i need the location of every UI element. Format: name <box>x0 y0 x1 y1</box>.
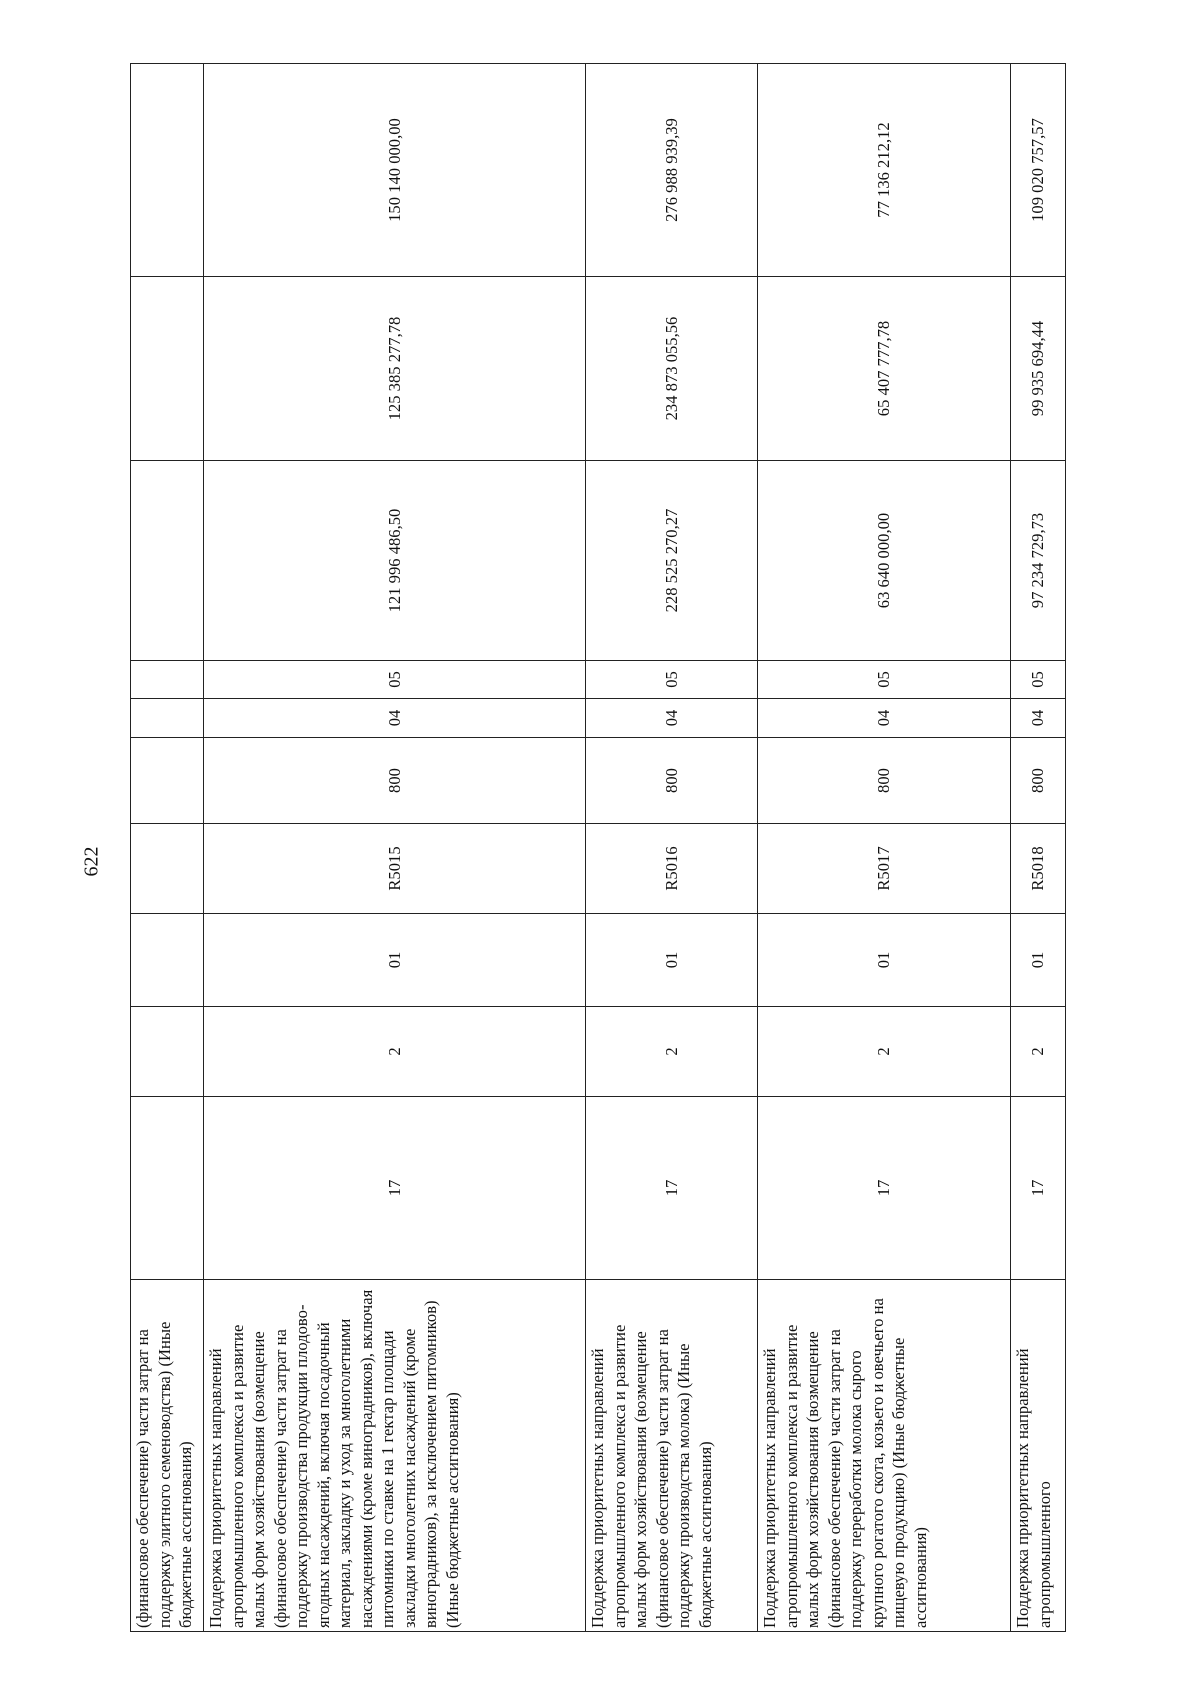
amount-year3-cell: 276 988 939,39 <box>586 64 758 277</box>
table-row <box>1011 64 1066 1632</box>
amount-year3-cell: 150 140 000,00 <box>204 64 586 277</box>
amount-year1-cell: 97 234 729,73 <box>1011 461 1066 661</box>
amount-year2-cell: 125 385 277,78 <box>204 277 586 461</box>
table-row <box>204 64 586 1632</box>
main-event-cell: 01 <box>204 914 586 1007</box>
main-event-cell <box>131 914 204 1007</box>
section-cell <box>131 699 204 738</box>
subprogram-cell <box>131 1007 204 1097</box>
table-row <box>586 64 758 1632</box>
section-cell: 04 <box>758 699 1011 738</box>
subsection-cell <box>131 661 204 699</box>
expense-type-cell: 800 <box>758 738 1011 824</box>
direction-code-cell: R5015 <box>204 824 586 914</box>
program-code-cell: 17 <box>204 1097 586 1280</box>
subprogram-cell: 2 <box>586 1007 758 1097</box>
subsection-cell: 05 <box>1011 661 1066 699</box>
amount-year3-cell <box>131 64 204 277</box>
subsection-cell: 05 <box>758 661 1011 699</box>
amount-year1-cell: 228 525 270,27 <box>586 461 758 661</box>
amount-year1-cell: 121 996 486,50 <box>204 461 586 661</box>
section-cell: 04 <box>1011 699 1066 738</box>
amount-year2-cell: 65 407 777,78 <box>758 277 1011 461</box>
amount-year3-cell: 77 136 212,12 <box>758 64 1011 277</box>
direction-code-cell <box>131 824 204 914</box>
direction-code-cell: R5018 <box>1011 824 1066 914</box>
amount-year2-cell: 99 935 694,44 <box>1011 277 1066 461</box>
direction-code-cell: R5017 <box>758 824 1011 914</box>
main-event-cell: 01 <box>758 914 1011 1007</box>
subprogram-cell: 2 <box>758 1007 1011 1097</box>
section-cell: 04 <box>586 699 758 738</box>
description-cell: Поддержка приоритетных направлений агропромышленного <box>1011 1280 1066 1632</box>
subprogram-cell: 2 <box>204 1007 586 1097</box>
table-row <box>131 64 204 1632</box>
subprogram-cell: 2 <box>1011 1007 1066 1097</box>
program-code-cell: 17 <box>758 1097 1011 1280</box>
rotated-sheet <box>130 64 1080 1632</box>
section-cell: 04 <box>204 699 586 738</box>
expense-type-cell: 800 <box>586 738 758 824</box>
page-number: 622 <box>80 846 103 877</box>
description-cell: Поддержка приоритетных направлений агропромышленного комплекса и развитие малых форм хозяйствования (возмещение (финансовое обеспечение) части затрат на поддержку переработки молока сырого крупного рогатого скота, козьего и овечьего на пищевую продукцию) (Иные бюджетные ассигнования) <box>758 1280 1011 1632</box>
program-code-cell: 17 <box>1011 1097 1066 1280</box>
budget-table <box>130 63 1066 1632</box>
expense-type-cell: 800 <box>204 738 586 824</box>
amount-year1-cell <box>131 461 204 661</box>
description-cell: Поддержка приоритетных направлений агропромышленного комплекса и развитие малых форм хозяйствования (возмещение (финансовое обеспечение) части затрат на поддержку производства молока) (Иные бюджетные ассигнования) <box>586 1280 758 1632</box>
amount-year2-cell: 234 873 055,56 <box>586 277 758 461</box>
program-code-cell <box>131 1097 204 1280</box>
amount-year1-cell: 63 640 000,00 <box>758 461 1011 661</box>
expense-type-cell: 800 <box>1011 738 1066 824</box>
subsection-cell: 05 <box>204 661 586 699</box>
main-event-cell: 01 <box>1011 914 1066 1007</box>
table-row <box>758 64 1011 1632</box>
amount-year3-cell: 109 020 757,57 <box>1011 64 1066 277</box>
amount-year2-cell <box>131 277 204 461</box>
expense-type-cell <box>131 738 204 824</box>
subsection-cell: 05 <box>586 661 758 699</box>
main-event-cell: 01 <box>586 914 758 1007</box>
description-cell: Поддержка приоритетных направлений агропромышленного комплекса и развитие малых форм хозяйствования (возмещение (финансовое обеспечение) части затрат на поддержку производства продукции плодово-ягодных насаждений, включая посадочный материал, закладку и уход за многолетними насаждениями (кроме виноградников), включая питомники по ставке на 1 гектар площади закладки многолетних насаждений (кроме виноградников), за исключением питомников) (Иные бюджетные ассигнования) <box>204 1280 586 1632</box>
description-cell: (финансовое обеспечение) части затрат на поддержку элитного семеноводства) (Иные бюджетные ассигнования) <box>131 1280 204 1632</box>
direction-code-cell: R5016 <box>586 824 758 914</box>
program-code-cell: 17 <box>586 1097 758 1280</box>
